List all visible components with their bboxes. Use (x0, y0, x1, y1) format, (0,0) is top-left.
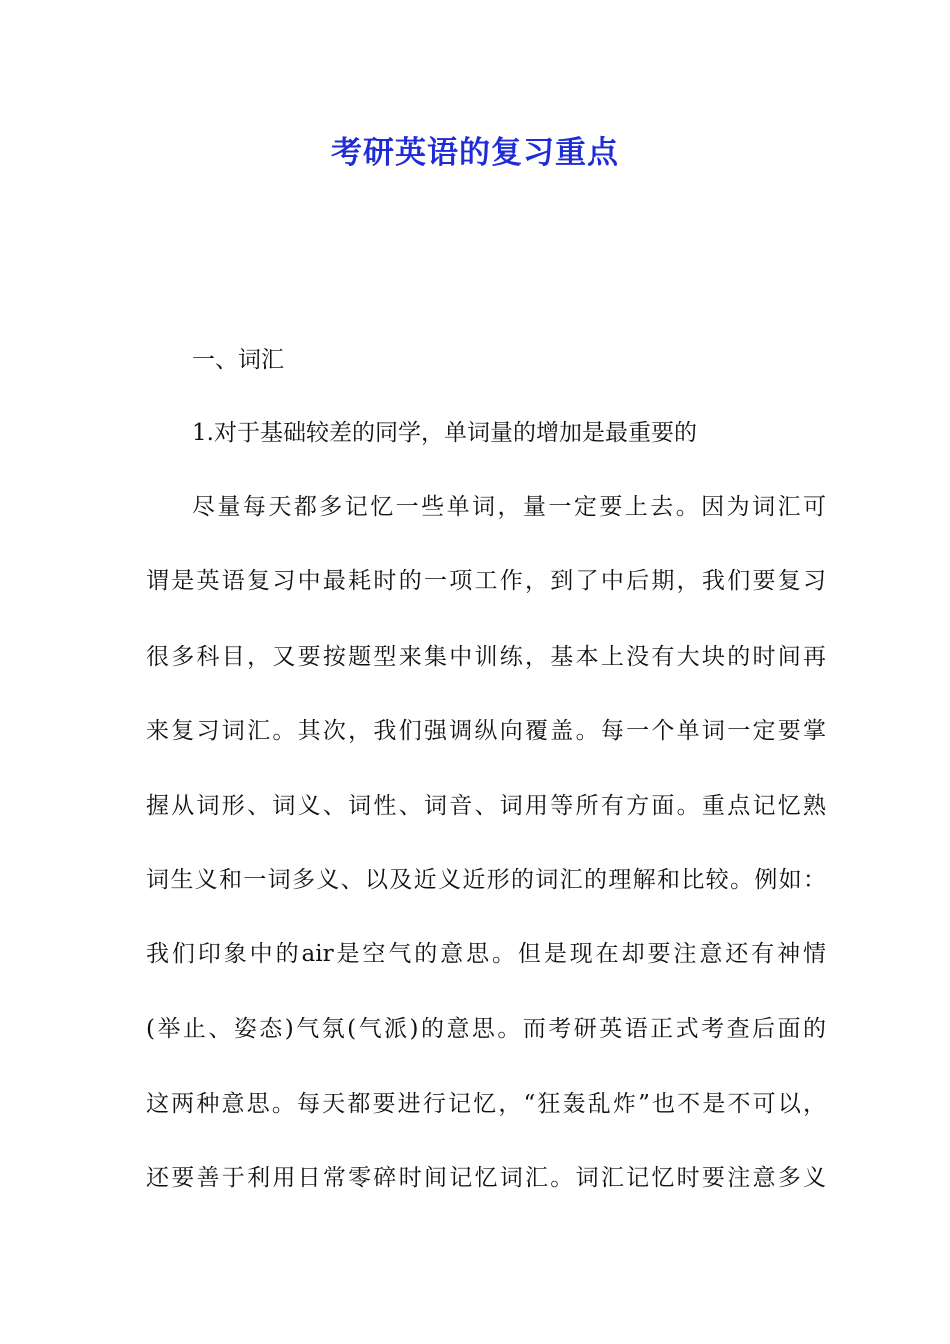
paragraph-line-9: 这两种意思。每天都要进行记忆，“狂轰乱炸”也不是不可以， (146, 1091, 826, 1117)
paragraph-line-1: 尽量每天都多记忆一些单词，量一定要上去。因为词汇可 (192, 494, 826, 520)
paragraph-line-8: (举止、姿态)气氛(气派)的意思。而考研英语正式考查后面的 (146, 1016, 826, 1042)
paragraph-line-3: 很多科目，又要按题型来集中训练，基本上没有大块的时间再 (146, 644, 826, 670)
paragraph-line-6: 词生义和一词多义、以及近义近形的词汇的理解和比较。例如： (146, 867, 826, 893)
subheading: 1.对于基础较差的同学，单词量的增加是最重要的 (192, 420, 697, 446)
paragraph-line-4: 来复习词汇。其次，我们强调纵向覆盖。每一个单词一定要掌 (146, 718, 826, 744)
paragraph-line-10: 还要善于利用日常零碎时间记忆词汇。词汇记忆时要注意多义 (146, 1165, 826, 1191)
paragraph-line-7: 我们印象中的air是空气的意思。但是现在却要注意还有神情 (146, 941, 826, 967)
document-title: 考研英语的复习重点 (331, 135, 619, 171)
paragraph-line-2: 谓是英语复习中最耗时的一项工作，到了中后期，我们要复习 (146, 568, 826, 594)
section-heading: 一、词汇 (192, 347, 284, 373)
paragraph-line-5: 握从词形、词义、词性、词音、词用等所有方面。重点记忆熟 (146, 793, 826, 819)
